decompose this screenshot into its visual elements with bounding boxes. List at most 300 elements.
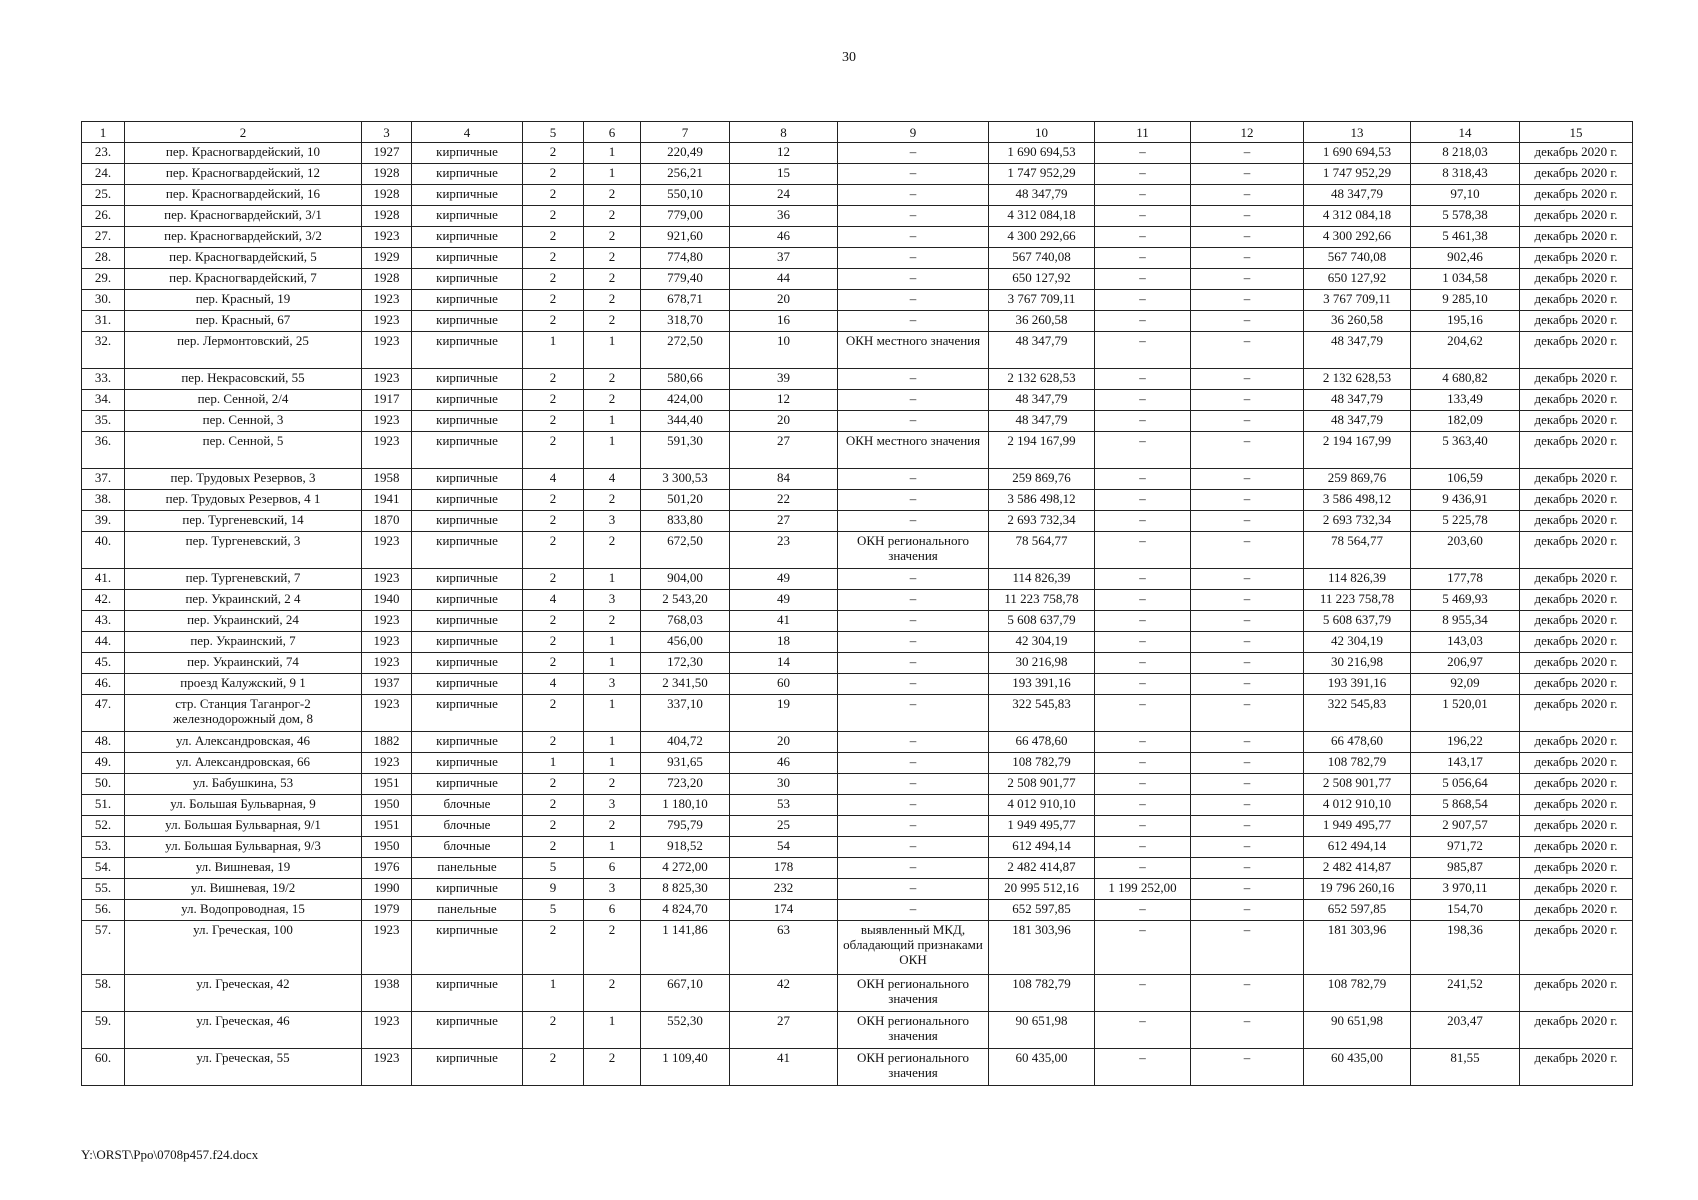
wall-material-cell: кирпичные	[412, 290, 523, 311]
cost-col-13-cell: 60 435,00	[1304, 1049, 1411, 1086]
cost-col-13-cell: 48 347,79	[1304, 390, 1411, 411]
column-header: 8	[730, 122, 838, 143]
cost-col-11-cell: –	[1095, 774, 1191, 795]
address-cell: пер. Красногвардейский, 3/2	[125, 227, 362, 248]
cost-col-11-cell: –	[1095, 632, 1191, 653]
address-cell: пер. Красный, 19	[125, 290, 362, 311]
cost-col-12-cell: –	[1191, 795, 1304, 816]
deadline-cell: декабрь 2020 г.	[1520, 816, 1633, 837]
cost-col-11-cell: –	[1095, 837, 1191, 858]
year-built-cell: 1928	[362, 185, 412, 206]
cost-col-13-cell: 19 796 260,16	[1304, 879, 1411, 900]
address-cell: ул. Вишневая, 19	[125, 858, 362, 879]
cost-per-sqm-cell: 5 461,38	[1411, 227, 1520, 248]
heritage-status-cell: ОКН местного значения	[838, 332, 989, 369]
table-row	[82, 206, 1633, 227]
cost-per-sqm-cell: 204,62	[1411, 332, 1520, 369]
heritage-status-cell: –	[838, 511, 989, 532]
address-cell: пер. Украинский, 2 4	[125, 590, 362, 611]
cost-total-cell: 652 597,85	[989, 900, 1095, 921]
entrances-cell: 1	[584, 653, 641, 674]
area-cell: 318,70	[641, 311, 730, 332]
year-built-cell: 1940	[362, 590, 412, 611]
column-header: 15	[1520, 122, 1633, 143]
cost-total-cell: 193 391,16	[989, 674, 1095, 695]
entrances-cell: 2	[584, 248, 641, 269]
row-number-cell: 24.	[82, 164, 125, 185]
table-row	[82, 753, 1633, 774]
heritage-status-cell: –	[838, 227, 989, 248]
row-number-cell: 32.	[82, 332, 125, 369]
entrances-cell: 2	[584, 975, 641, 1012]
entrances-cell: 1	[584, 569, 641, 590]
cost-col-11-cell: –	[1095, 975, 1191, 1012]
column-header: 3	[362, 122, 412, 143]
table-row	[82, 269, 1633, 290]
cost-col-11-cell: –	[1095, 1049, 1191, 1086]
cost-col-11-cell: –	[1095, 921, 1191, 975]
cost-total-cell: 60 435,00	[989, 1049, 1095, 1086]
area-cell: 591,30	[641, 432, 730, 469]
cost-col-11-cell: –	[1095, 469, 1191, 490]
residents-cell: 49	[730, 569, 838, 590]
cost-col-11-cell: –	[1095, 143, 1191, 164]
floors-cell: 2	[523, 837, 584, 858]
year-built-cell: 1870	[362, 511, 412, 532]
table-row	[82, 611, 1633, 632]
address-cell: пер. Украинский, 74	[125, 653, 362, 674]
cost-col-13-cell: 4 312 084,18	[1304, 206, 1411, 227]
table-row	[82, 795, 1633, 816]
wall-material-cell: кирпичные	[412, 879, 523, 900]
residents-cell: 23	[730, 532, 838, 569]
area-cell: 172,30	[641, 653, 730, 674]
heritage-status-cell: –	[838, 695, 989, 732]
residents-cell: 10	[730, 332, 838, 369]
floors-cell: 2	[523, 185, 584, 206]
heritage-status-cell: –	[838, 816, 989, 837]
deadline-cell: декабрь 2020 г.	[1520, 753, 1633, 774]
cost-col-12-cell: –	[1191, 248, 1304, 269]
residents-cell: 37	[730, 248, 838, 269]
cost-col-13-cell: 42 304,19	[1304, 632, 1411, 653]
heritage-status-cell: –	[838, 206, 989, 227]
cost-col-11-cell: –	[1095, 858, 1191, 879]
area-cell: 424,00	[641, 390, 730, 411]
row-number-cell: 27.	[82, 227, 125, 248]
deadline-cell: декабрь 2020 г.	[1520, 569, 1633, 590]
area-cell: 918,52	[641, 837, 730, 858]
deadline-cell: декабрь 2020 г.	[1520, 900, 1633, 921]
cost-col-12-cell: –	[1191, 732, 1304, 753]
heritage-status-cell: –	[838, 674, 989, 695]
heritage-status-cell: –	[838, 248, 989, 269]
cost-per-sqm-cell: 133,49	[1411, 390, 1520, 411]
cost-col-11-cell: –	[1095, 753, 1191, 774]
cost-col-12-cell: –	[1191, 532, 1304, 569]
row-number-cell: 44.	[82, 632, 125, 653]
year-built-cell: 1923	[362, 227, 412, 248]
table-row	[82, 390, 1633, 411]
heritage-status-cell: –	[838, 569, 989, 590]
year-built-cell: 1928	[362, 269, 412, 290]
cost-total-cell: 48 347,79	[989, 411, 1095, 432]
floors-cell: 2	[523, 248, 584, 269]
table-row	[82, 921, 1633, 975]
cost-per-sqm-cell: 182,09	[1411, 411, 1520, 432]
table-row	[82, 290, 1633, 311]
residents-cell: 84	[730, 469, 838, 490]
row-number-cell: 41.	[82, 569, 125, 590]
column-header: 12	[1191, 122, 1304, 143]
entrances-cell: 6	[584, 858, 641, 879]
cost-col-12-cell: –	[1191, 816, 1304, 837]
table-row	[82, 369, 1633, 390]
floors-cell: 5	[523, 900, 584, 921]
wall-material-cell: кирпичные	[412, 590, 523, 611]
deadline-cell: декабрь 2020 г.	[1520, 332, 1633, 369]
heritage-status-cell: –	[838, 490, 989, 511]
cost-total-cell: 48 347,79	[989, 332, 1095, 369]
wall-material-cell: кирпичные	[412, 753, 523, 774]
wall-material-cell: блочные	[412, 795, 523, 816]
year-built-cell: 1923	[362, 369, 412, 390]
cost-total-cell: 90 651,98	[989, 1012, 1095, 1049]
year-built-cell: 1950	[362, 795, 412, 816]
cost-col-13-cell: 4 300 292,66	[1304, 227, 1411, 248]
cost-col-13-cell: 650 127,92	[1304, 269, 1411, 290]
cost-total-cell: 108 782,79	[989, 753, 1095, 774]
cost-total-cell: 20 995 512,16	[989, 879, 1095, 900]
cost-total-cell: 4 312 084,18	[989, 206, 1095, 227]
entrances-cell: 1	[584, 1012, 641, 1049]
cost-col-11-cell: –	[1095, 1012, 1191, 1049]
table-row	[82, 858, 1633, 879]
deadline-cell: декабрь 2020 г.	[1520, 1012, 1633, 1049]
area-cell: 667,10	[641, 975, 730, 1012]
entrances-cell: 2	[584, 369, 641, 390]
heritage-status-cell: –	[838, 185, 989, 206]
cost-per-sqm-cell: 2 907,57	[1411, 816, 1520, 837]
residents-cell: 44	[730, 269, 838, 290]
cost-col-13-cell: 1 690 694,53	[1304, 143, 1411, 164]
deadline-cell: декабрь 2020 г.	[1520, 653, 1633, 674]
entrances-cell: 1	[584, 332, 641, 369]
cost-total-cell: 2 132 628,53	[989, 369, 1095, 390]
cost-total-cell: 612 494,14	[989, 837, 1095, 858]
entrances-cell: 1	[584, 143, 641, 164]
residents-cell: 30	[730, 774, 838, 795]
cost-col-13-cell: 1 747 952,29	[1304, 164, 1411, 185]
heritage-status-cell: ОКН местного значения	[838, 432, 989, 469]
page-number: 30	[842, 50, 856, 65]
heritage-status-cell: –	[838, 795, 989, 816]
year-built-cell: 1951	[362, 816, 412, 837]
cost-total-cell: 30 216,98	[989, 653, 1095, 674]
cost-col-12-cell: –	[1191, 206, 1304, 227]
area-cell: 337,10	[641, 695, 730, 732]
entrances-cell: 3	[584, 879, 641, 900]
cost-per-sqm-cell: 971,72	[1411, 837, 1520, 858]
table-row	[82, 837, 1633, 858]
wall-material-cell: кирпичные	[412, 732, 523, 753]
floors-cell: 1	[523, 753, 584, 774]
cost-col-13-cell: 2 508 901,77	[1304, 774, 1411, 795]
address-cell: пер. Красногвардейский, 7	[125, 269, 362, 290]
column-header: 6	[584, 122, 641, 143]
year-built-cell: 1923	[362, 569, 412, 590]
entrances-cell: 2	[584, 206, 641, 227]
cost-total-cell: 48 347,79	[989, 390, 1095, 411]
year-built-cell: 1941	[362, 490, 412, 511]
floors-cell: 1	[523, 975, 584, 1012]
area-cell: 4 824,70	[641, 900, 730, 921]
area-cell: 774,80	[641, 248, 730, 269]
residents-cell: 27	[730, 432, 838, 469]
area-cell: 580,66	[641, 369, 730, 390]
area-cell: 2 341,50	[641, 674, 730, 695]
wall-material-cell: кирпичные	[412, 490, 523, 511]
cost-col-12-cell: –	[1191, 921, 1304, 975]
heritage-status-cell: –	[838, 369, 989, 390]
entrances-cell: 1	[584, 411, 641, 432]
area-cell: 678,71	[641, 290, 730, 311]
cost-col-12-cell: –	[1191, 390, 1304, 411]
residents-cell: 25	[730, 816, 838, 837]
deadline-cell: декабрь 2020 г.	[1520, 164, 1633, 185]
cost-col-12-cell: –	[1191, 653, 1304, 674]
cost-col-13-cell: 114 826,39	[1304, 569, 1411, 590]
cost-col-12-cell: –	[1191, 590, 1304, 611]
row-number-cell: 33.	[82, 369, 125, 390]
cost-total-cell: 114 826,39	[989, 569, 1095, 590]
cost-per-sqm-cell: 5 868,54	[1411, 795, 1520, 816]
table-row	[82, 1049, 1633, 1086]
deadline-cell: декабрь 2020 г.	[1520, 490, 1633, 511]
area-cell: 1 109,40	[641, 1049, 730, 1086]
cost-col-12-cell: –	[1191, 753, 1304, 774]
table-row	[82, 774, 1633, 795]
cost-col-13-cell: 2 482 414,87	[1304, 858, 1411, 879]
year-built-cell: 1923	[362, 332, 412, 369]
row-number-cell: 23.	[82, 143, 125, 164]
header-row	[82, 122, 1633, 143]
cost-total-cell: 66 478,60	[989, 732, 1095, 753]
year-built-cell: 1923	[362, 753, 412, 774]
column-header: 9	[838, 122, 989, 143]
entrances-cell: 2	[584, 185, 641, 206]
cost-per-sqm-cell: 1 034,58	[1411, 269, 1520, 290]
cost-total-cell: 2 693 732,34	[989, 511, 1095, 532]
residents-cell: 16	[730, 311, 838, 332]
table-row	[82, 469, 1633, 490]
wall-material-cell: кирпичные	[412, 332, 523, 369]
cost-total-cell: 3 767 709,11	[989, 290, 1095, 311]
address-cell: ул. Большая Бульварная, 9/3	[125, 837, 362, 858]
deadline-cell: декабрь 2020 г.	[1520, 511, 1633, 532]
cost-col-12-cell: –	[1191, 774, 1304, 795]
cost-col-11-cell: –	[1095, 432, 1191, 469]
area-cell: 1 180,10	[641, 795, 730, 816]
wall-material-cell: панельные	[412, 900, 523, 921]
deadline-cell: декабрь 2020 г.	[1520, 695, 1633, 732]
floors-cell: 2	[523, 816, 584, 837]
heritage-status-cell: ОКН регионального значения	[838, 532, 989, 569]
row-number-cell: 25.	[82, 185, 125, 206]
cost-col-13-cell: 78 564,77	[1304, 532, 1411, 569]
wall-material-cell: кирпичные	[412, 653, 523, 674]
row-number-cell: 37.	[82, 469, 125, 490]
residents-cell: 46	[730, 753, 838, 774]
cost-col-12-cell: –	[1191, 569, 1304, 590]
wall-material-cell: кирпичные	[412, 695, 523, 732]
row-number-cell: 46.	[82, 674, 125, 695]
cost-col-13-cell: 90 651,98	[1304, 1012, 1411, 1049]
year-built-cell: 1917	[362, 390, 412, 411]
cost-col-12-cell: –	[1191, 143, 1304, 164]
table-row	[82, 879, 1633, 900]
entrances-cell: 3	[584, 674, 641, 695]
deadline-cell: декабрь 2020 г.	[1520, 390, 1633, 411]
wall-material-cell: кирпичные	[412, 921, 523, 975]
wall-material-cell: кирпичные	[412, 611, 523, 632]
cost-per-sqm-cell: 5 469,93	[1411, 590, 1520, 611]
deadline-cell: декабрь 2020 г.	[1520, 290, 1633, 311]
residents-cell: 20	[730, 732, 838, 753]
address-cell: стр. Станция Таганрог-2 железнодорожный дом, 8	[125, 695, 362, 732]
cost-col-12-cell: –	[1191, 695, 1304, 732]
wall-material-cell: кирпичные	[412, 390, 523, 411]
cost-col-11-cell: –	[1095, 269, 1191, 290]
row-number-cell: 49.	[82, 753, 125, 774]
cost-total-cell: 2 482 414,87	[989, 858, 1095, 879]
residents-cell: 63	[730, 921, 838, 975]
floors-cell: 2	[523, 1049, 584, 1086]
area-cell: 672,50	[641, 532, 730, 569]
cost-col-12-cell: –	[1191, 311, 1304, 332]
deadline-cell: декабрь 2020 г.	[1520, 206, 1633, 227]
cost-col-11-cell: –	[1095, 311, 1191, 332]
cost-per-sqm-cell: 97,10	[1411, 185, 1520, 206]
floors-cell: 4	[523, 469, 584, 490]
residents-cell: 46	[730, 227, 838, 248]
residents-cell: 60	[730, 674, 838, 695]
cost-per-sqm-cell: 106,59	[1411, 469, 1520, 490]
wall-material-cell: кирпичные	[412, 975, 523, 1012]
residents-cell: 14	[730, 653, 838, 674]
floors-cell: 2	[523, 921, 584, 975]
row-number-cell: 26.	[82, 206, 125, 227]
cost-col-12-cell: –	[1191, 858, 1304, 879]
floors-cell: 2	[523, 164, 584, 185]
heritage-status-cell: –	[838, 774, 989, 795]
cost-col-12-cell: –	[1191, 975, 1304, 1012]
cost-total-cell: 78 564,77	[989, 532, 1095, 569]
floors-cell: 2	[523, 206, 584, 227]
column-header: 10	[989, 122, 1095, 143]
area-cell: 256,21	[641, 164, 730, 185]
address-cell: ул. Греческая, 100	[125, 921, 362, 975]
table-row	[82, 511, 1633, 532]
table-row	[82, 185, 1633, 206]
residents-cell: 41	[730, 611, 838, 632]
floors-cell: 2	[523, 511, 584, 532]
area-cell: 501,20	[641, 490, 730, 511]
residents-cell: 24	[730, 185, 838, 206]
heritage-status-cell: ОКН регионального значения	[838, 1049, 989, 1086]
row-number-cell: 43.	[82, 611, 125, 632]
entrances-cell: 2	[584, 390, 641, 411]
wall-material-cell: блочные	[412, 816, 523, 837]
deadline-cell: декабрь 2020 г.	[1520, 369, 1633, 390]
cost-col-12-cell: –	[1191, 369, 1304, 390]
residents-cell: 15	[730, 164, 838, 185]
heritage-status-cell: –	[838, 469, 989, 490]
row-number-cell: 56.	[82, 900, 125, 921]
floors-cell: 9	[523, 879, 584, 900]
row-number-cell: 35.	[82, 411, 125, 432]
housing-register-table	[81, 121, 1633, 1086]
deadline-cell: декабрь 2020 г.	[1520, 227, 1633, 248]
wall-material-cell: кирпичные	[412, 569, 523, 590]
cost-per-sqm-cell: 5 578,38	[1411, 206, 1520, 227]
row-number-cell: 38.	[82, 490, 125, 511]
cost-per-sqm-cell: 9 285,10	[1411, 290, 1520, 311]
year-built-cell: 1950	[362, 837, 412, 858]
area-cell: 779,40	[641, 269, 730, 290]
heritage-status-cell: –	[838, 879, 989, 900]
cost-col-13-cell: 5 608 637,79	[1304, 611, 1411, 632]
cost-total-cell: 1 747 952,29	[989, 164, 1095, 185]
cost-col-12-cell: –	[1191, 674, 1304, 695]
year-built-cell: 1928	[362, 206, 412, 227]
cost-per-sqm-cell: 4 680,82	[1411, 369, 1520, 390]
cost-col-13-cell: 193 391,16	[1304, 674, 1411, 695]
cost-col-11-cell: –	[1095, 332, 1191, 369]
address-cell: пер. Украинский, 24	[125, 611, 362, 632]
cost-col-13-cell: 48 347,79	[1304, 185, 1411, 206]
year-built-cell: 1923	[362, 290, 412, 311]
cost-per-sqm-cell: 902,46	[1411, 248, 1520, 269]
cost-per-sqm-cell: 8 218,03	[1411, 143, 1520, 164]
cost-total-cell: 567 740,08	[989, 248, 1095, 269]
deadline-cell: декабрь 2020 г.	[1520, 975, 1633, 1012]
wall-material-cell: кирпичные	[412, 1049, 523, 1086]
cost-per-sqm-cell: 195,16	[1411, 311, 1520, 332]
column-header: 1	[82, 122, 125, 143]
row-number-cell: 42.	[82, 590, 125, 611]
deadline-cell: декабрь 2020 г.	[1520, 590, 1633, 611]
residents-cell: 174	[730, 900, 838, 921]
table-row	[82, 411, 1633, 432]
address-cell: ул. Водопроводная, 15	[125, 900, 362, 921]
year-built-cell: 1923	[362, 311, 412, 332]
floors-cell: 2	[523, 1012, 584, 1049]
cost-per-sqm-cell: 3 970,11	[1411, 879, 1520, 900]
deadline-cell: декабрь 2020 г.	[1520, 1049, 1633, 1086]
cost-col-11-cell: –	[1095, 511, 1191, 532]
deadline-cell: декабрь 2020 г.	[1520, 469, 1633, 490]
cost-total-cell: 259 869,76	[989, 469, 1095, 490]
cost-col-13-cell: 48 347,79	[1304, 411, 1411, 432]
cost-total-cell: 4 012 910,10	[989, 795, 1095, 816]
table-row	[82, 569, 1633, 590]
year-built-cell: 1923	[362, 695, 412, 732]
cost-col-12-cell: –	[1191, 332, 1304, 369]
row-number-cell: 57.	[82, 921, 125, 975]
area-cell: 404,72	[641, 732, 730, 753]
cost-total-cell: 36 260,58	[989, 311, 1095, 332]
